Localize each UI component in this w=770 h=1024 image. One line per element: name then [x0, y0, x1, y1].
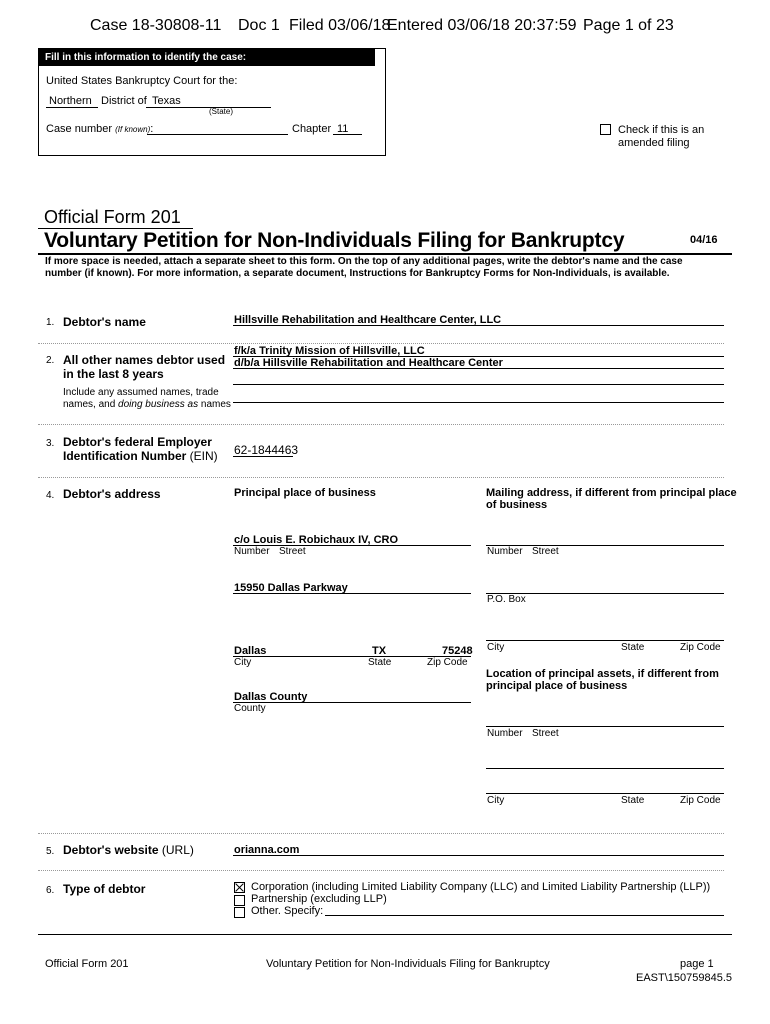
q1-number: 1. — [46, 317, 55, 328]
form-version: 04/16 — [690, 234, 718, 246]
county-caption: County — [234, 703, 266, 714]
q5-number: 5. — [46, 846, 55, 857]
footer-form-number: Official Form 201 — [45, 958, 129, 970]
corporation-checkbox[interactable] — [234, 882, 245, 893]
location-state-caption: State — [621, 795, 645, 806]
other-checkbox[interactable] — [234, 907, 245, 918]
corporation-option-label: Corporation (including Limited Liability Company (LLC) and Limited Liability Partnership (LLP)) — [251, 881, 711, 893]
location-street-field[interactable] — [486, 726, 724, 727]
page-count-header: Page 1 of 23 — [583, 17, 674, 34]
po-box-caption: P.O. Box — [487, 594, 526, 605]
other-option-label: Other. Specify: — [251, 905, 324, 917]
principal-state-caption: State — [368, 657, 392, 668]
principal-city[interactable]: Dallas — [234, 645, 267, 657]
location-number-caption: Number — [487, 728, 523, 739]
principal-street-1[interactable]: c/o Louis E. Robichaux IV, CRO — [234, 534, 399, 546]
mailing-state-caption: State — [621, 642, 645, 653]
case-number-header: Case 18-30808-11 — [90, 17, 222, 34]
location-street-field-2[interactable] — [486, 768, 724, 769]
case-number-field[interactable] — [147, 134, 288, 135]
footer-page: page 1 — [680, 958, 714, 970]
location-zip-caption: Zip Code — [680, 795, 721, 806]
form-number: Official Form 201 — [44, 207, 181, 227]
q1-label: Debtor's name — [63, 315, 146, 329]
mailing-number-caption: Number — [487, 546, 523, 557]
other-name-value-2[interactable]: d/b/a Hillsville Rehabilitation and Healthcare Center — [234, 357, 503, 369]
q5-label: Debtor's website (URL) — [63, 843, 194, 857]
case-number-label: Case number (If known): — [46, 123, 154, 135]
mailing-city-field[interactable] — [486, 640, 724, 641]
case-info-banner: Fill in this information to identify the case: — [39, 49, 375, 66]
q3-label-line2: Identification Number (EIN) — [63, 449, 218, 463]
principal-street-caption: Street — [279, 546, 306, 557]
q4-number: 4. — [46, 490, 55, 501]
court-label: United States Bankruptcy Court for the: — [46, 75, 238, 87]
principal-zip-caption: Zip Code — [427, 657, 468, 668]
other-specify-field[interactable] — [325, 915, 724, 916]
location-city-field[interactable] — [486, 793, 724, 794]
district-value[interactable]: Northern — [49, 95, 92, 107]
principal-street-2[interactable]: 15950 Dallas Parkway — [234, 582, 348, 594]
instructions-line1: If more space is needed, attach a separate sheet to this form. On the top of any additional pages, write the debtor's name and the case — [45, 256, 683, 267]
mailing-heading-line2: of business — [486, 499, 548, 511]
filed-date-header: Filed 03/06/18 — [289, 17, 391, 34]
instructions-line2: number (if known). For more information, a separate document, Instructions for Bankruptcy Forms for Non-Individuals, is available. — [45, 268, 670, 279]
q4-label: Debtor's address — [63, 487, 161, 501]
ein-value[interactable]: 62-1844463 — [234, 443, 299, 457]
state-value[interactable]: Texas — [152, 95, 181, 107]
q2-help-line1: Include any assumed names, trade — [63, 387, 219, 398]
q2-label-line1: All other names debtor used — [63, 353, 226, 367]
state-caption: (State) — [209, 107, 234, 116]
q6-number: 6. — [46, 885, 55, 896]
q2-label-line2: in the last 8 years — [63, 367, 164, 381]
location-heading-line2: principal place of business — [486, 680, 628, 692]
principal-county[interactable]: Dallas County — [234, 691, 308, 703]
footer-title: Voluntary Petition for Non-Individuals Filing for Bankruptcy — [266, 958, 550, 970]
partnership-checkbox[interactable] — [234, 895, 245, 906]
q3-label-line1: Debtor's federal Employer — [63, 435, 212, 449]
q3-number: 3. — [46, 438, 55, 449]
principal-state[interactable]: TX — [372, 645, 387, 657]
q6-label: Type of debtor — [63, 882, 146, 896]
chapter-value[interactable]: 11 — [337, 123, 349, 135]
location-city-caption: City — [487, 795, 505, 806]
mailing-heading-line1: Mailing address, if different from principal place — [486, 487, 737, 499]
location-heading-line1: Location of principal assets, if different from — [486, 668, 719, 680]
amended-filing-checkbox[interactable] — [600, 124, 611, 135]
principal-heading: Principal place of business — [234, 487, 376, 499]
other-name-value-1[interactable]: f/k/a Trinity Mission of Hillsville, LLC — [234, 345, 425, 357]
district-label: District of — [101, 95, 147, 107]
principal-zip[interactable]: 75248 — [442, 645, 473, 657]
debtor-name-value[interactable]: Hillsville Rehabilitation and Healthcare Center, LLC — [234, 314, 502, 326]
mailing-city-caption: City — [487, 642, 505, 653]
title-rule — [38, 253, 732, 255]
q2-help-line2: names, and doing business as names — [63, 399, 231, 410]
principal-city-caption: City — [234, 657, 252, 668]
mailing-zip-caption: Zip Code — [680, 642, 721, 653]
website-value[interactable]: orianna.com — [234, 844, 300, 856]
location-street-caption: Street — [532, 728, 559, 739]
partnership-option-label: Partnership (excluding LLP) — [251, 893, 387, 905]
doc-number-header: Doc 1 — [238, 17, 280, 34]
q2-number: 2. — [46, 355, 55, 366]
amended-label-line2: amended filing — [618, 137, 690, 149]
mailing-street-caption: Street — [532, 546, 559, 557]
entered-date-header: Entered 03/06/18 20:37:59 — [387, 17, 577, 34]
chapter-label: Chapter — [292, 123, 332, 135]
page-title: Voluntary Petition for Non-Individuals Filing for Bankruptcy — [44, 229, 625, 252]
amended-label-line1: Check if this is an — [618, 124, 705, 136]
footer-doc-id: EAST\150759845.5 — [636, 972, 733, 984]
principal-number-caption: Number — [234, 546, 270, 557]
